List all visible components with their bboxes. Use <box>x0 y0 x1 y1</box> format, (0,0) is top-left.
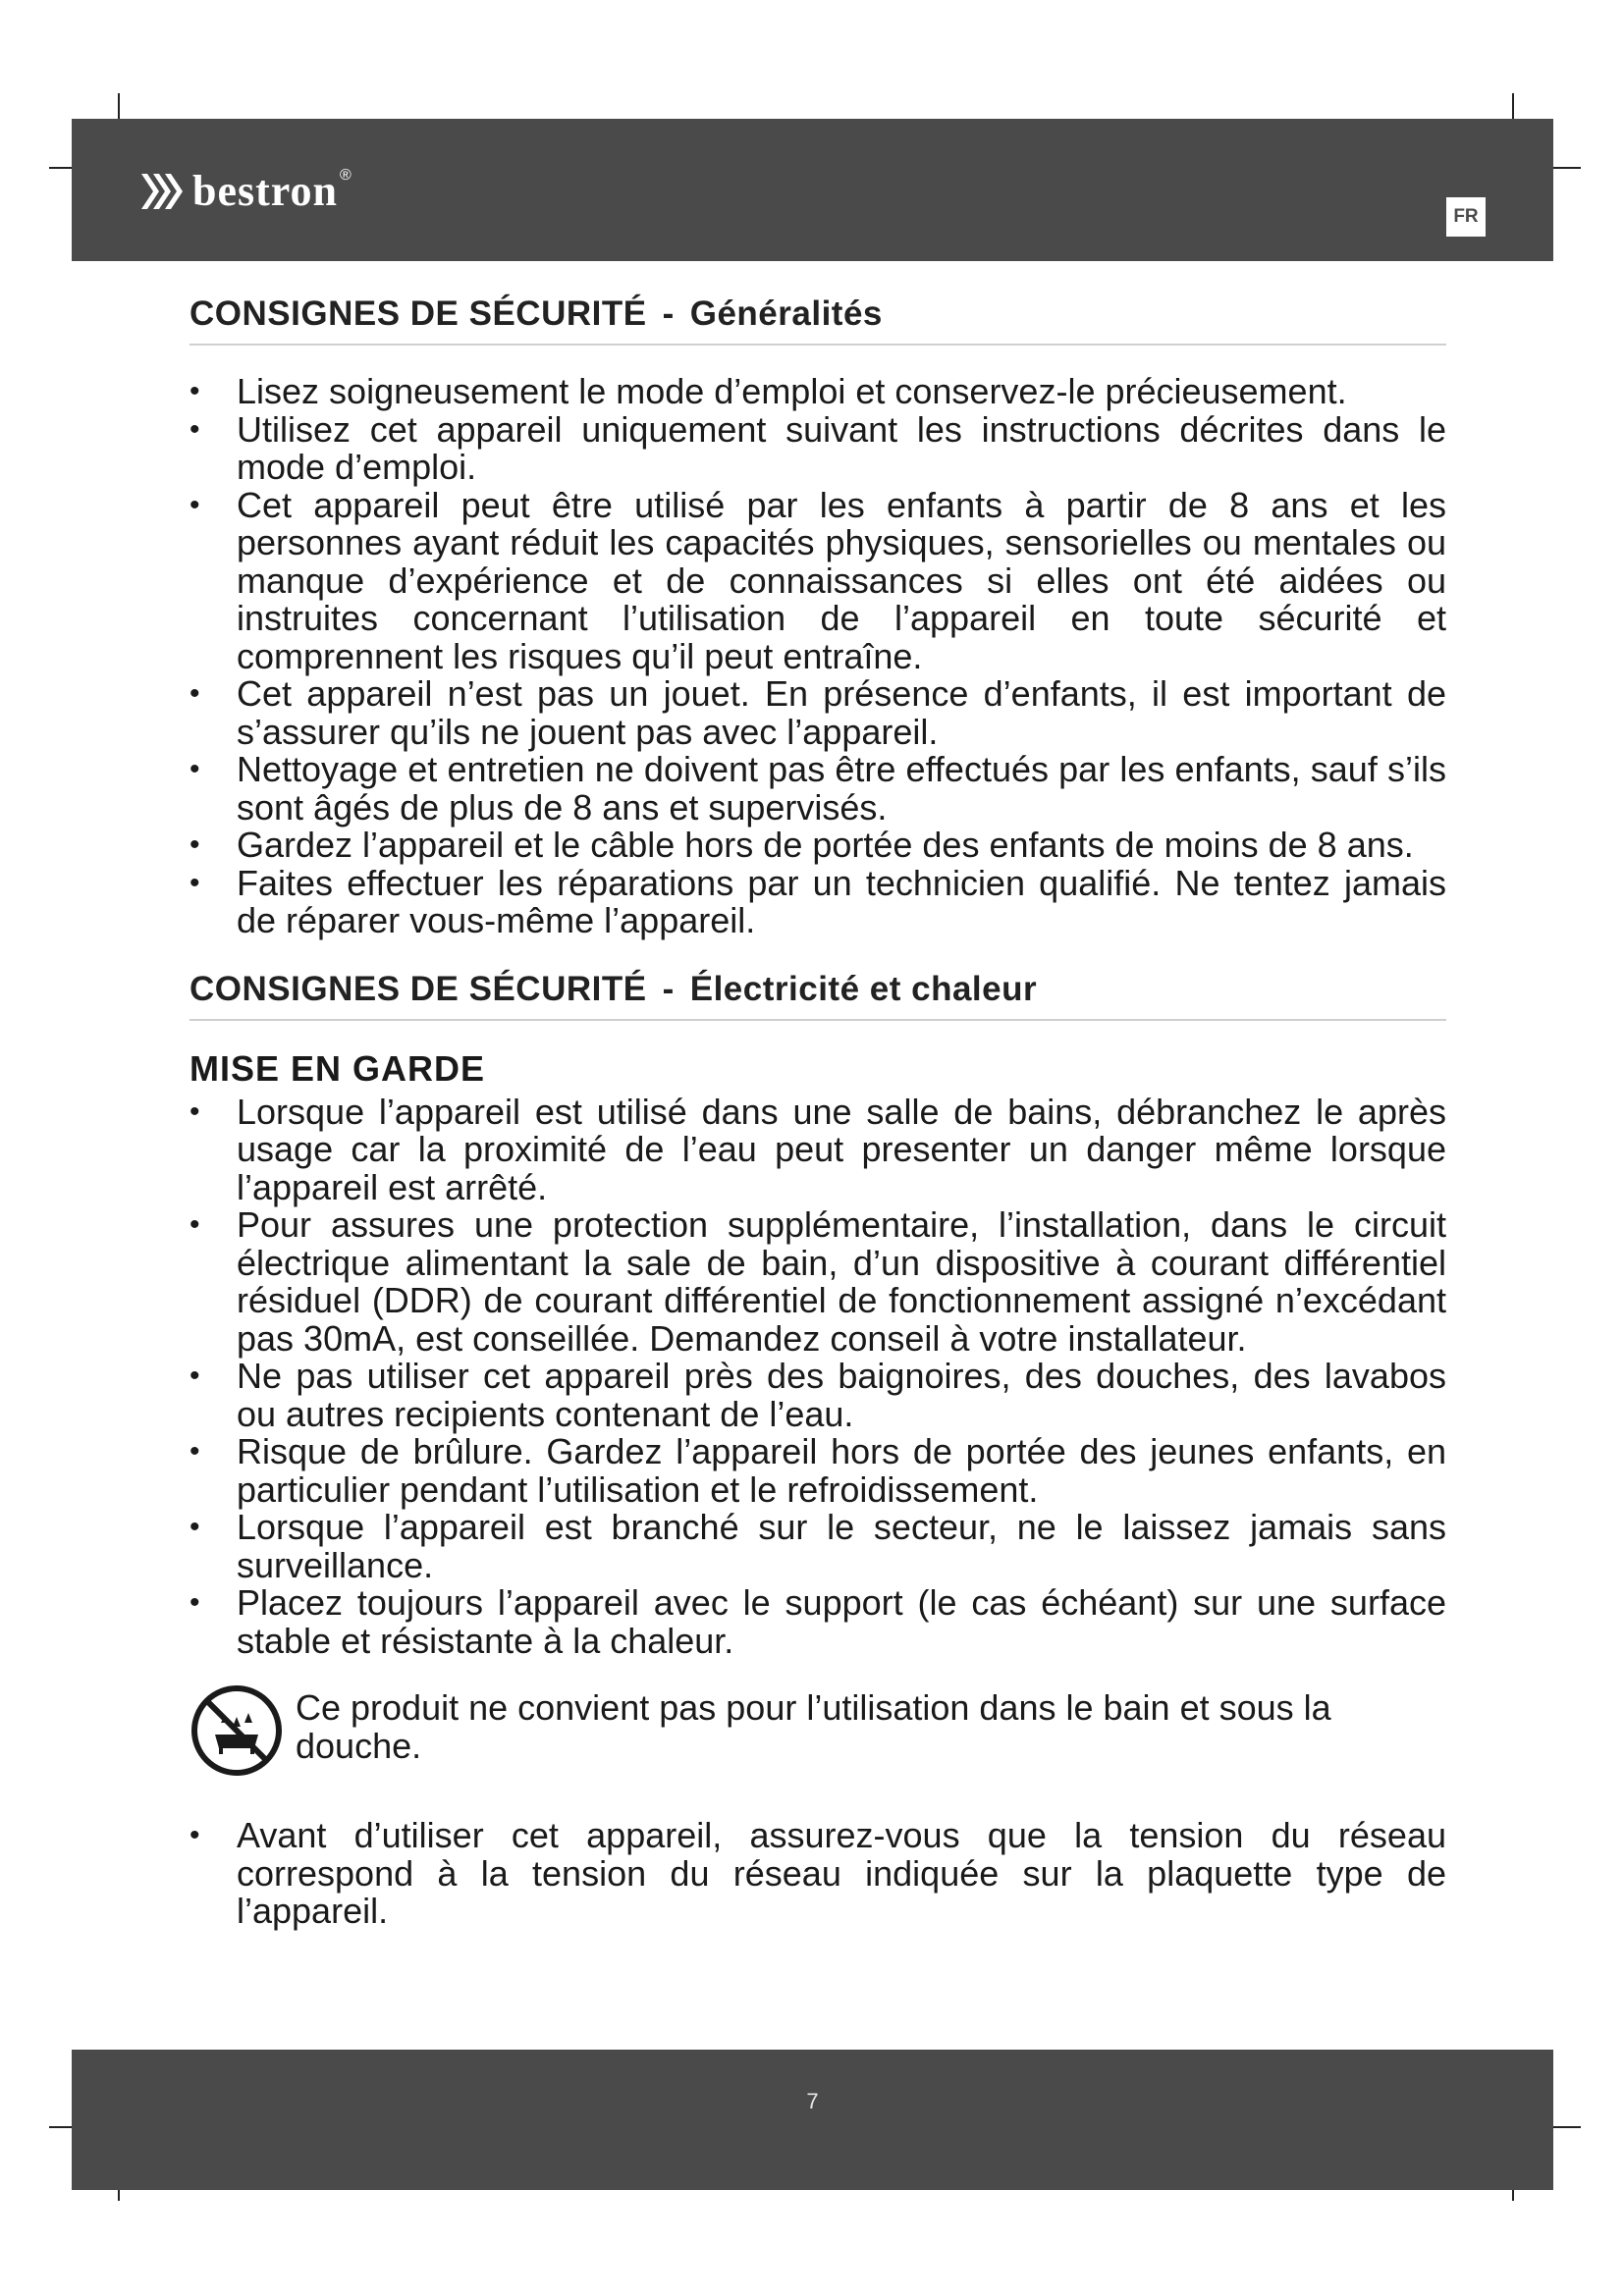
brand-logo <box>139 162 352 221</box>
final-safety-list <box>189 1817 1446 1931</box>
page-footer <box>72 2050 1553 2190</box>
section-title: CONSIGNES DE SÉCURITÉ <box>189 294 647 333</box>
list-item: • Avant d’utiliser cet appareil, assurez-vous que la tension du réseau correspond à la tension du réseau indiquée sur la plaquette type de l’appareil. <box>189 1817 1446 1931</box>
page-content <box>189 294 1446 1931</box>
section-heading-electricity <box>189 970 1446 1021</box>
brand-name: bestron <box>192 167 338 215</box>
section-title: CONSIGNES DE SÉCURITÉ <box>189 969 647 1008</box>
trademark-symbol: ® <box>339 167 352 184</box>
section-separator: - <box>662 294 675 333</box>
language-badge: FR <box>1446 197 1486 237</box>
bath-warning-notice <box>189 1687 1446 1778</box>
page-number: 7 <box>806 2089 819 2113</box>
list-item: • Lisez soigneusement le mode d’emploi et conservez-le précieusement. <box>189 373 1446 411</box>
section-heading-general <box>189 294 1446 346</box>
list-item: • Ne pas utiliser cet appareil près des baignoires, des douches, des lavabos ou autres recipients contenant de l’eau. <box>189 1358 1446 1433</box>
list-item: • Lorsque l’appareil est utilisé dans une salle de bains, débranchez le après usage car la proximité de l’eau peut presenter un danger même lorsque l’appareil est arrêté. <box>189 1094 1446 1207</box>
section-subtitle: Généralités <box>689 294 883 333</box>
list-item: • Placez toujours l’appareil avec le support (le cas échéant) sur une surface stable et résistante à la chaleur. <box>189 1584 1446 1660</box>
list-item: • Risque de brûlure. Gardez l’appareil hors de portée des jeunes enfants, en particulier pendant l’utilisation et le refroidissement. <box>189 1433 1446 1509</box>
chevron-logo-icon <box>139 172 183 211</box>
electricity-safety-list <box>189 1091 1446 1661</box>
list-item: • Cet appareil peut être utilisé par les enfants à partir de 8 ans et les personnes ayant réduit les capacités physiques, sensorielles ou mentales ou manque d’expérience et de connaissances si elles ont été aidées ou instruites concernant l’utilisation de l’appareil en toute sécurité et comprennent les risques qu’il peut entraîne. <box>189 487 1446 676</box>
section-subtitle: Électricité et chaleur <box>689 969 1038 1008</box>
list-item: • Lorsque l’appareil est branché sur le secteur, ne le laissez jamais sans surveillance. <box>189 1509 1446 1584</box>
section-separator: - <box>662 969 675 1008</box>
list-item: • Utilisez cet appareil uniquement suivant les instructions décrites dans le mode d’emploi. <box>189 411 1446 487</box>
warning-title: MISE EN GARDE <box>189 1047 486 1089</box>
list-item: • Nettoyage et entretien ne doivent pas être effectués par les enfants, sauf s’ils sont âgés de plus de 8 ans et supervisés. <box>189 751 1446 827</box>
list-item: • Gardez l’appareil et le câble hors de portée des enfants de moins de 8 ans. <box>189 827 1446 865</box>
list-item: • Pour assures une protection supplémentaire, l’installation, dans le circuit électrique alimentant la sale de bain, d’un dispositive à courant différentiel résiduel (DDR) de courant différentiel de fonctionnement assigné n’excédant pas 30mA, est conseillée. Demandez conseil à votre installateur. <box>189 1206 1446 1358</box>
list-item: • Cet appareil n’est pas un jouet. En présence d’enfants, il est important de s’assurer qu’ils ne jouent pas avec l’appareil. <box>189 675 1446 751</box>
general-safety-list <box>189 373 1446 940</box>
list-item: • Faites effectuer les réparations par un technicien qualifié. Ne tentez jamais de réparer vous-même l’appareil. <box>189 865 1446 940</box>
page-header <box>72 119 1553 261</box>
no-bath-shower-icon <box>189 1683 284 1778</box>
notice-text: Ce produit ne convient pas pour l’utilisation dans le bain et sous la douche. <box>296 1687 1331 1766</box>
